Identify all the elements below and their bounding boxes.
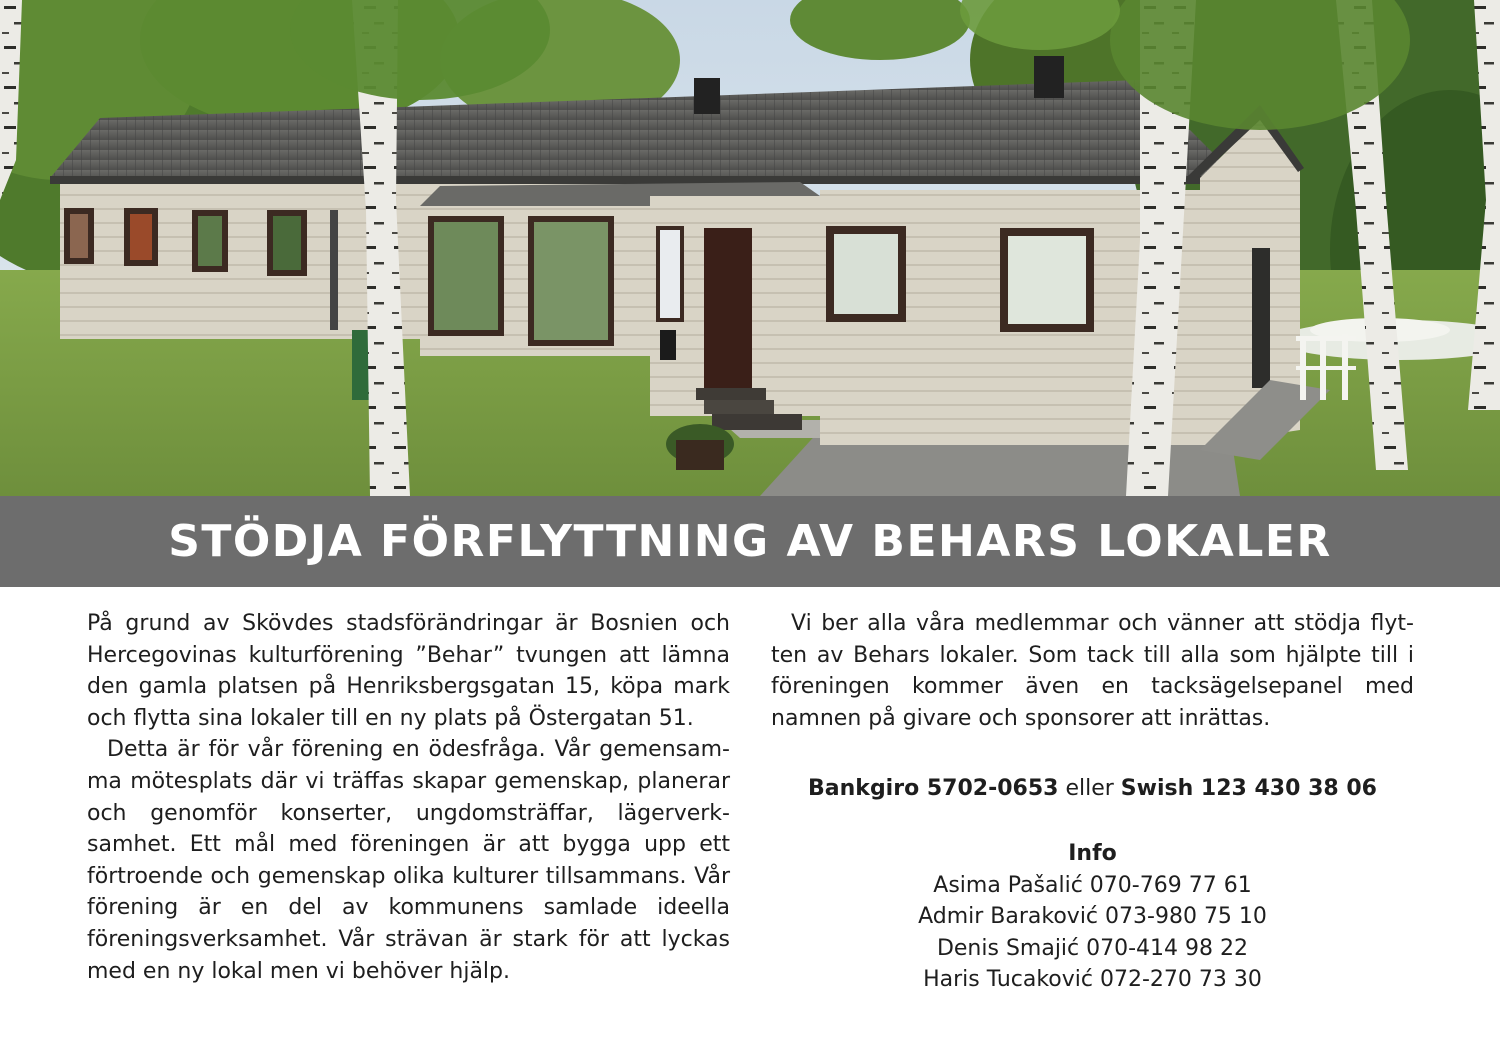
contact-line: Denis Smajić 070-414 98 22 [936,935,1249,961]
title-banner [0,496,1500,587]
left-column [87,608,730,987]
payment-line [771,772,1414,806]
contact-line: Admir Baraković 073-980 75 10 [918,904,1267,930]
left-paragraph-2: Detta är för vår förening en ödesfråga. Vår gemensamma mötesplats där vi träffas skapar gemenskap, planerar och genomför konserter, ungdomsträffar, lägerverksamhet. Ett mål med föreningen är att bygga upp ett förtroende och gemenskap olika kulturer tillsammans. Vår förening är en del av kommunens samlade ideella föreningsverksamhet. Vår strävan är stark för att lyckas med en ny lokal men vi behöver hjälp. [87,737,730,984]
contact-line: Haris Tucaković 072-270 73 30 [923,967,1262,993]
info-title: Info [1068,841,1117,866]
info-block [771,838,1414,996]
swish-number: Swish 123 430 38 06 [1120,776,1377,801]
page-title: STÖDJA FÖRFLYTTNING AV BEHARS LOKALER [168,516,1332,567]
right-column [771,608,1414,734]
header-photo [0,0,1500,496]
building-photo [0,0,1500,496]
contact-line: Asima Pašalić 070-769 77 61 [933,872,1252,898]
right-paragraph-1: Vi ber alla våra medlemmar och vänner att stödja flytten av Behars lokaler. Som tack till alla som hjälpte till i föreningen kommer även en tacksägelsepanel med namnen på givare och sponsorer att inrättas. [771,611,1414,731]
left-paragraph-1: På grund av Skövdes stadsförändringar är Bosnien och Hercegovinas kulturförening ”Behar” tvungen att lämna den gamla platsen på Henriksbergsgatan 15, köpa mark och flytta sina lokaler till en ny plats på Östergatan 51. [87,611,730,731]
payment-connector: eller [1058,776,1121,801]
bankgiro-number: Bankgiro 5702-0653 [808,776,1059,801]
